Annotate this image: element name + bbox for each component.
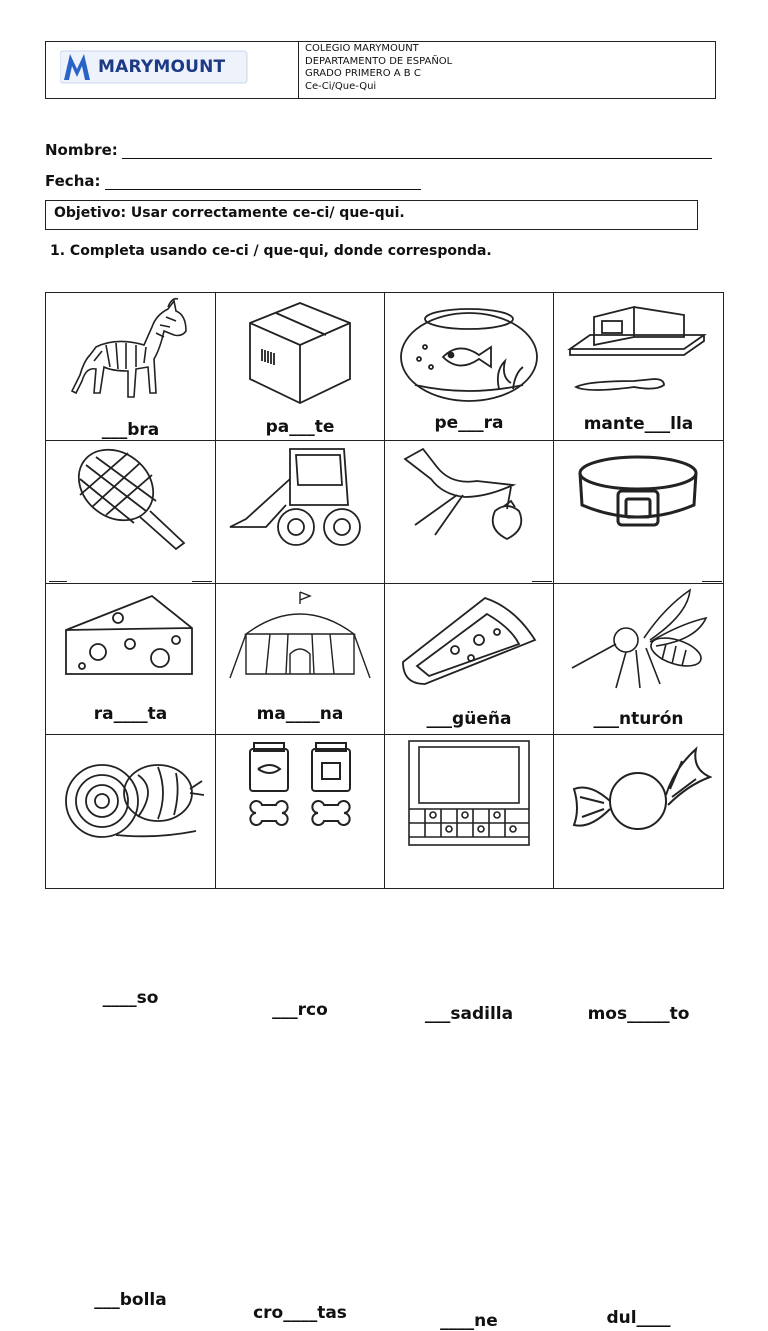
school-info <box>299 42 715 98</box>
cinema-icon <box>395 739 543 847</box>
tick-mark <box>365 292 385 293</box>
onion-icon <box>56 739 204 847</box>
exercise-cell <box>46 584 216 1008</box>
exercise-cell <box>216 584 385 1020</box>
exercise-cell <box>385 441 554 729</box>
tick-mark <box>702 581 722 582</box>
box-icon <box>226 297 374 405</box>
school-line: DEPARTAMENTO DE ESPAÑOL <box>305 55 453 67</box>
tick-mark <box>49 440 67 441</box>
exercise-cell <box>216 293 385 441</box>
word-blank[interactable]: ___bra <box>101 420 160 440</box>
exercise-cell <box>216 441 385 724</box>
butter-icon <box>564 297 712 405</box>
tick-mark <box>49 581 67 582</box>
cheese-icon <box>56 588 204 696</box>
tick-mark <box>192 581 212 582</box>
instruction: 1. Completa usando ce-ci / que-qui, donde corresponda. <box>50 243 492 259</box>
exercise-grid <box>45 292 724 1331</box>
word-blank[interactable]: ___güeña <box>426 709 512 729</box>
school-line: Ce-Ci/Que-Qui <box>305 80 377 92</box>
tick-mark <box>192 440 212 441</box>
word-blank[interactable]: ___rco <box>272 1000 328 1020</box>
tennis-racket-icon <box>56 445 204 553</box>
objective-text: Objetivo: Usar correctamente ce-ci/ que-qui. <box>54 205 405 221</box>
name-label: Nombre: <box>45 141 118 159</box>
exercise-cell <box>46 293 216 441</box>
logo-cell <box>46 42 299 98</box>
exercise-cell <box>46 441 216 724</box>
header-table <box>45 41 716 99</box>
tick-mark <box>220 292 240 293</box>
word-blank[interactable]: ___bolla <box>94 1290 167 1310</box>
tick-mark <box>535 292 555 293</box>
word-blank[interactable]: ra____ta <box>93 704 168 724</box>
word-blank[interactable]: dul____ <box>606 1308 671 1328</box>
school-line: GRADO PRIMERO A B C <box>305 68 421 79</box>
exercise-cell <box>385 584 554 1024</box>
logo-text: MARYMOUNT <box>98 57 226 77</box>
date-field <box>45 172 421 190</box>
word-blank[interactable]: ___sadilla <box>424 1004 514 1024</box>
word-blank[interactable]: pa___te <box>265 417 335 437</box>
mosquito-icon <box>564 588 712 696</box>
exercise-cell <box>385 293 554 441</box>
exercise-cell <box>554 293 723 441</box>
dog-treats-icon <box>226 739 374 847</box>
name-blank[interactable] <box>122 146 712 159</box>
word-blank[interactable]: pe___ra <box>434 413 504 433</box>
date-blank[interactable] <box>105 177 421 190</box>
tick-mark <box>532 581 552 582</box>
school-line: COLEGIO MARYMOUNT <box>305 43 419 54</box>
name-field <box>45 141 712 159</box>
word-blank[interactable]: ma____na <box>256 704 344 724</box>
word-blank[interactable]: cro____tas <box>253 1303 347 1323</box>
tick-mark <box>702 440 722 441</box>
exercise-cell <box>554 584 723 1024</box>
word-blank[interactable]: ____ne <box>440 1311 498 1331</box>
word-blank[interactable]: mante___lla <box>583 414 694 434</box>
school-logo <box>60 50 248 84</box>
belt-icon <box>564 445 712 553</box>
date-label: Fecha: <box>45 172 101 190</box>
stork-icon <box>395 445 543 553</box>
tick-mark <box>532 440 552 441</box>
quesadilla-icon <box>395 588 543 696</box>
exercise-cell <box>554 441 723 729</box>
bulldozer-icon <box>226 445 374 553</box>
zebra-icon <box>56 297 204 405</box>
objective-box <box>45 200 698 230</box>
circus-tent-icon <box>226 588 374 696</box>
word-blank[interactable]: ___nturón <box>593 709 684 729</box>
candy-icon <box>564 739 712 847</box>
fishbowl-icon <box>395 297 543 405</box>
word-blank[interactable]: mos_____to <box>587 1004 690 1024</box>
word-blank[interactable]: ____so <box>102 988 159 1008</box>
